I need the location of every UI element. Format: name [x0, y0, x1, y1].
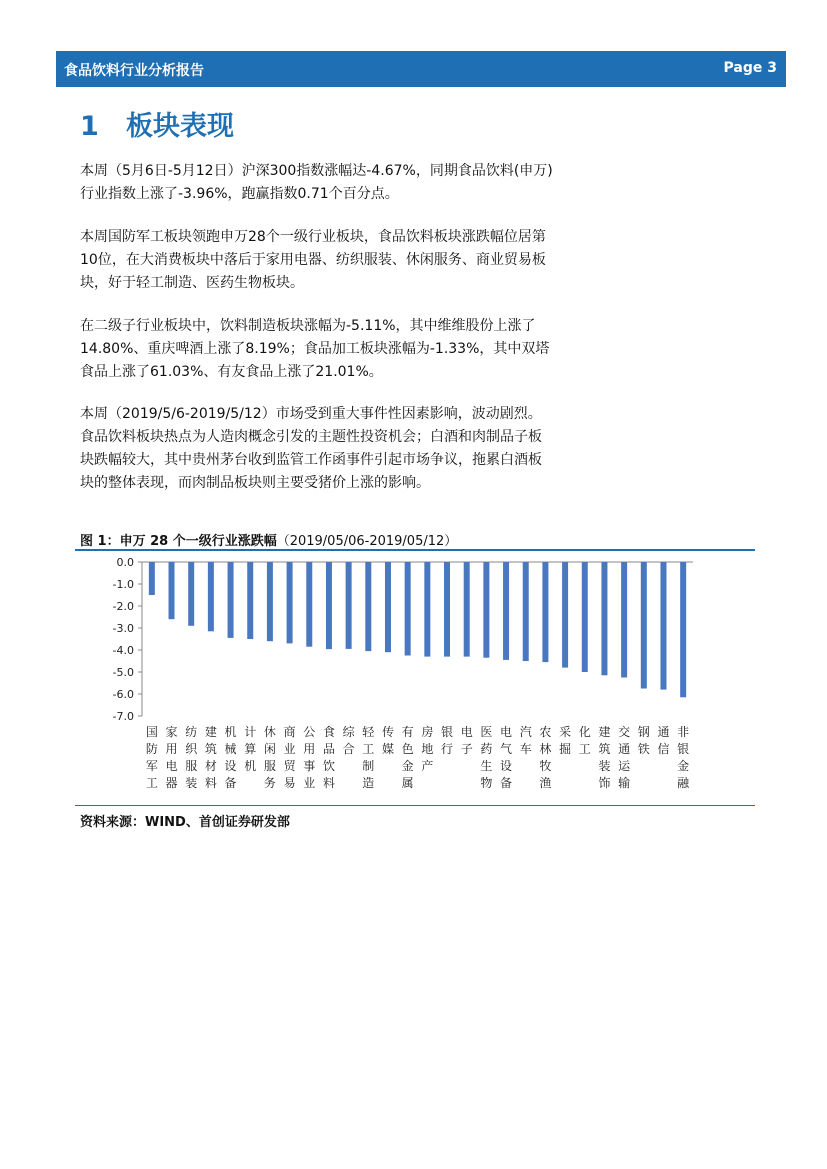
- bar-14: [405, 562, 411, 656]
- section-number: 1: [80, 111, 99, 142]
- figure-caption-title: 图 1：申万 28 个一级行业涨跌幅: [80, 534, 277, 549]
- bar-7: [267, 562, 273, 641]
- category-label: 建筑材料: [204, 725, 217, 790]
- y-tick-label: -2.0: [112, 600, 134, 613]
- bar-18: [483, 562, 489, 658]
- category-label: 机械设备: [224, 725, 237, 790]
- category-label: 建筑装饰: [598, 725, 611, 790]
- category-label: 休闲服务: [263, 725, 276, 790]
- bar-10: [326, 562, 332, 649]
- category-label: 家用电器: [165, 725, 178, 790]
- y-tick-label: -6.0: [112, 688, 134, 701]
- header-bar: [56, 51, 786, 87]
- bar-8: [287, 562, 293, 643]
- bar-11: [346, 562, 352, 649]
- category-label: 轻工制造: [362, 725, 375, 790]
- bar-27: [660, 562, 666, 690]
- y-tick-label: 0.0: [116, 556, 134, 569]
- y-tick-label: -7.0: [112, 710, 134, 723]
- bar-21: [542, 562, 548, 662]
- paragraph-2: 本周国防军工板块领跑申万28个一级行业板块，食品饮料板块涨跌幅位居第10位，在大消费板块中落后于家用电器、纺织服装、休闲服务、商业贸易板块，好于轻工制造、医药生物板块。: [80, 229, 546, 291]
- report-title: 食品饮料行业分析报告: [64, 63, 204, 79]
- section-title: 板块表现: [126, 111, 234, 142]
- bar-24: [601, 562, 607, 675]
- category-label: 计算机: [244, 725, 257, 773]
- category-label: 通信: [657, 725, 670, 756]
- category-label: 商业贸易: [283, 725, 296, 790]
- bar-13: [385, 562, 391, 652]
- bar-4: [208, 562, 214, 631]
- bar-26: [641, 562, 647, 689]
- category-label: 国防军工: [145, 725, 158, 790]
- category-label: 传媒: [381, 725, 394, 756]
- bar-20: [523, 562, 529, 661]
- category-label: 采掘: [559, 725, 572, 756]
- y-tick-label: -5.0: [112, 666, 134, 679]
- figure-top-rule: [75, 549, 755, 551]
- bar-23: [582, 562, 588, 672]
- bar-22: [562, 562, 568, 668]
- bar-5: [228, 562, 234, 638]
- category-label: 食品饮料: [322, 725, 335, 790]
- bar-17: [464, 562, 470, 657]
- category-label: 有色金属: [401, 725, 414, 790]
- paragraph-1: 本周（5月6日-5月12日）沪深300指数涨幅达-4.67%，同期食品饮料(申万)行业指数上涨了-3.96%，跑赢指数0.71个百分点。: [80, 163, 553, 202]
- y-tick-label: -4.0: [112, 644, 134, 657]
- bar-2: [169, 562, 175, 619]
- category-label: 纺织服装: [185, 725, 198, 790]
- bar-15: [424, 562, 430, 657]
- category-label: 汽车: [519, 725, 532, 756]
- category-label: 非银金融: [677, 725, 690, 790]
- y-tick-label: -1.0: [112, 578, 134, 591]
- industry-return-bar-chart: [75, 553, 755, 805]
- bar-6: [247, 562, 253, 639]
- category-label: 公用事业: [303, 725, 316, 790]
- bar-3: [188, 562, 194, 626]
- category-label: 电气设备: [500, 725, 513, 790]
- bar-12: [365, 562, 371, 651]
- figure-bottom-rule: [75, 805, 755, 806]
- category-label: 电子: [460, 725, 473, 756]
- category-label: 钢铁: [637, 725, 650, 756]
- bar-16: [444, 562, 450, 657]
- category-label: 交通运输: [618, 725, 631, 790]
- section-heading: [80, 104, 234, 144]
- paragraph-3: 在二级子行业板块中，饮料制造板块涨幅为-5.11%，其中维维股份上涨了14.80%、重庆啤酒上涨了8.19%；食品加工板块涨幅为-1.33%，其中双塔食品上涨了61.03%、有友食品上涨了21.01%。: [80, 318, 550, 380]
- bar-19: [503, 562, 509, 660]
- bar-1: [149, 562, 155, 595]
- category-label: 综合: [342, 725, 355, 756]
- category-label: 医药生物: [480, 725, 493, 790]
- category-label: 房地产: [421, 725, 434, 773]
- bar-9: [306, 562, 312, 647]
- paragraph-4: 本周（2019/5/6-2019/5/12）市场受到重大事件性因素影响，波动剧烈。食品饮料板块热点为人造肉概念引发的主题性投资机会；白酒和肉制品子板块跌幅较大，其中贵州茅台收到监管工作函事件引起市场争议，拖累白酒板块的整体表现，而肉制品板块则主要受猪价上涨的影响。: [80, 406, 542, 491]
- bar-28: [680, 562, 686, 697]
- page-number: Page 3: [723, 60, 777, 76]
- figure-caption: [80, 530, 457, 549]
- data-source-note: 资料来源：WIND、首创证券研发部: [80, 815, 290, 830]
- category-label: 化工: [578, 725, 591, 756]
- figure-caption-date: （2019/05/06-2019/05/12）: [276, 534, 458, 549]
- bar-25: [621, 562, 627, 678]
- category-label: 银行: [441, 725, 454, 756]
- y-tick-label: -3.0: [112, 622, 134, 635]
- category-label: 农林牧渔: [539, 725, 552, 790]
